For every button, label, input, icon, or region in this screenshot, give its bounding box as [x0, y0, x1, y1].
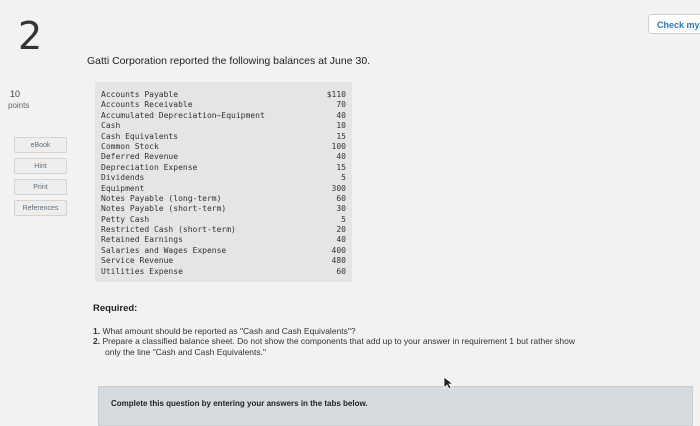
requirement-2-continued: only the line "Cash and Cash Equivalents."	[105, 347, 267, 357]
account-name: Petty Cash	[101, 214, 150, 224]
account-amount: 480	[331, 256, 346, 266]
account-name: Retained Earnings	[101, 235, 183, 245]
account-name: Deferred Revenue	[101, 152, 179, 162]
account-amount: 60	[336, 266, 346, 276]
account-name: Utilities Expense	[101, 266, 183, 276]
balances-table	[95, 82, 352, 282]
requirement-2-number: 2.	[93, 336, 101, 346]
account-name: Notes Payable (short-term)	[101, 204, 227, 214]
answer-tabs-panel	[98, 386, 693, 426]
account-name: Common Stock	[101, 141, 159, 151]
requirement-2-text: Prepare a classified balance sheet. Do not show the components that add up to your answer in requirement 1 but rather show	[102, 336, 575, 346]
account-amount: 30	[336, 204, 346, 214]
points-label: points	[8, 101, 30, 110]
requirement-2	[93, 336, 575, 347]
account-name: Depreciation Expense	[101, 162, 198, 172]
required-heading: Required:	[93, 303, 138, 314]
account-name: Dividends	[101, 173, 145, 183]
account-name: Accounts Payable	[101, 90, 179, 99]
account-amount: 5	[341, 214, 346, 224]
requirement-1-number: 1.	[93, 326, 101, 336]
check-my-work-button[interactable]: Check my	[648, 14, 700, 34]
ebook-button[interactable]: eBook	[14, 137, 67, 153]
account-name: Accumulated Depreciation–Equipment	[101, 110, 265, 120]
mouse-cursor-icon	[443, 376, 453, 390]
references-button[interactable]: References	[14, 200, 67, 216]
account-amount: 5	[341, 173, 346, 183]
hint-button[interactable]: Hint	[14, 158, 67, 174]
instruction-text: Complete this question by entering your answers in the tabs below.	[111, 399, 368, 408]
account-name: Equipment	[101, 183, 145, 193]
print-button[interactable]: Print	[14, 179, 67, 195]
account-amount: 40	[336, 235, 346, 245]
account-amount: 300	[331, 183, 346, 193]
question-number: 2	[18, 14, 43, 58]
account-name: Service Revenue	[101, 256, 174, 266]
account-name: Notes Payable (long-term)	[101, 193, 222, 203]
account-amount: 15	[336, 131, 346, 141]
account-amount: 10	[336, 121, 346, 131]
account-amount: 20	[336, 225, 346, 235]
account-amount: 400	[331, 245, 346, 255]
points-value: 10	[10, 89, 21, 99]
account-amount: 40	[336, 110, 346, 120]
account-amount: $110	[326, 90, 346, 99]
account-name: Cash Equivalents	[101, 131, 179, 141]
account-amount: 60	[336, 193, 346, 203]
account-amount: 40	[336, 152, 346, 162]
account-amount: 100	[331, 141, 346, 151]
question-intro: Gatti Corporation reported the following balances at June 30.	[87, 55, 371, 67]
account-names	[101, 90, 265, 277]
account-name: Accounts Receivable	[101, 100, 193, 110]
requirement-1-text: What amount should be reported as "Cash and Cash Equivalents"?	[102, 326, 356, 336]
account-name: Salaries and Wages Expense	[101, 245, 227, 255]
account-name: Restricted Cash (short-term)	[101, 225, 236, 235]
account-amount: 15	[336, 162, 346, 172]
account-amount: 70	[336, 100, 346, 110]
account-name: Cash	[101, 121, 121, 131]
account-amounts	[327, 90, 346, 277]
